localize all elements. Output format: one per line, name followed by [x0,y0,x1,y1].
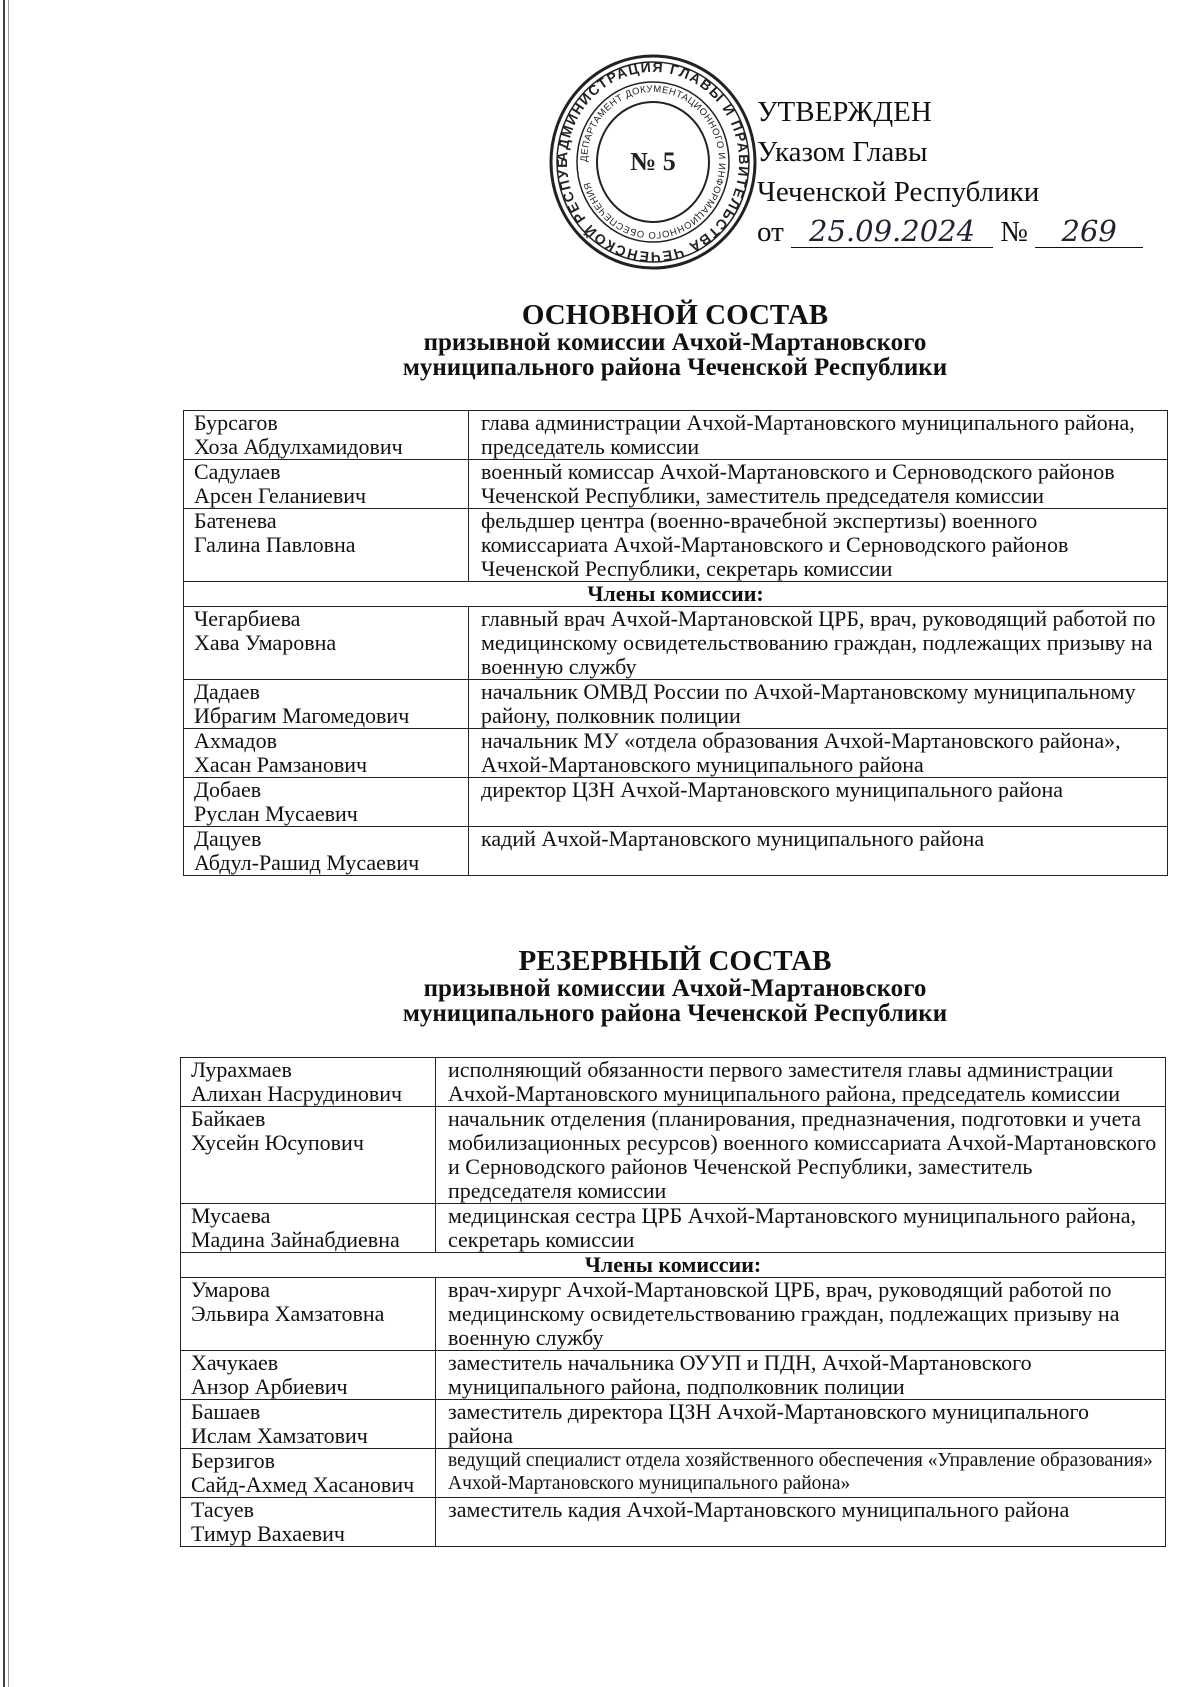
table-row [184,509,1168,582]
reserve-heading [180,946,1170,1026]
person-name-cell [181,1278,436,1351]
person-surname: Байкаев [191,1106,266,1131]
person-given-names: Хава Умаровна [194,630,337,655]
person-given-names: Хусейн Юсупович [191,1130,364,1155]
approval-block [757,92,1157,252]
person-role-cell: военный комиссар Ачхой-Мартановского и Серноводского районов Чеченской Республики, заместитель председателя комиссии [469,460,1168,509]
person-surname: Башаев [191,1399,261,1424]
person-given-names: Тимур Вахаевич [191,1521,345,1546]
table-row [184,778,1168,827]
approval-number: 269 [1035,215,1143,248]
person-role-cell: глава администрации Ачхой-Мартановского муниципального района, председатель комиссии [469,411,1168,460]
person-role-cell: кадий Ачхой-Мартановского муниципального района [469,827,1168,876]
person-name-cell [181,1351,436,1400]
members-section-row [184,582,1168,607]
members-section-row [181,1253,1166,1278]
person-given-names: Галина Павловна [194,532,356,557]
person-role-cell: врач-хирург Ачхой-Мартановской ЦРБ, врач, руководящий работой по медицинскому освидетельствованию граждан, подлежащих призыву на военную службу [436,1278,1166,1351]
reserve-subtitle-2: муниципального района Чеченской Республики [402,1000,948,1027]
table-row [181,1498,1166,1547]
person-surname: Батенева [194,508,277,533]
person-name-cell [181,1449,436,1498]
table-row [181,1351,1166,1400]
person-name-cell [184,607,469,680]
table-row [181,1449,1166,1498]
table-row [184,607,1168,680]
person-surname: Чегарбиева [194,606,301,631]
person-role-cell: медицинская сестра ЦРБ Ачхой-Мартановского муниципального района, секретарь комиссии [436,1204,1166,1253]
person-name-cell [181,1107,436,1204]
person-name-cell [184,729,469,778]
main-subtitle-1: призывной комиссии Ачхой-Мартановского [423,329,927,356]
person-surname: Ахмадов [194,728,278,753]
main-subtitle-2: муниципального района Чеченской Республики [402,354,948,381]
person-surname: Садулаев [194,459,281,484]
person-name-cell [184,778,469,827]
person-name-cell [184,509,469,582]
main-composition-table [183,410,1168,876]
person-role-cell: исполняющий обязанности первого заместителя главы администрации Ачхой-Мартановского муниципального района, председатель комиссии [436,1058,1166,1107]
seal-graphic [548,52,758,272]
person-given-names: Арсен Геланиевич [194,483,367,508]
approval-title: УТВЕРЖДЕН [757,96,932,128]
person-surname: Мусаева [191,1203,271,1228]
seal-outer-text: АДМИНИСТРАЦИЯ ГЛАВЫ И ПРАВИТЕЛЬСТВА ЧЕЧЕНСКОЙ РЕСПУБ [553,58,753,266]
person-name-cell [181,1204,436,1253]
table-row [181,1058,1166,1107]
person-role-cell: заместитель кадия Ачхой-Мартановского муниципального района [436,1498,1166,1547]
person-given-names: Эльвира Хамзатовна [191,1301,385,1326]
person-name-cell [184,411,469,460]
person-given-names: Мадина Зайнабдиевна [191,1227,400,1252]
approval-republic-line: Чеченской Республики [757,176,1040,208]
seal-inner-text: ДЕПАРТАМЕНТ ДОКУМЕНТАЦИОННОГО И ИНФОРМАЦИОННОГО ОБЕСПЕЧЕНИЯ [578,83,728,241]
person-role-cell: начальник МУ «отдела образования Ачхой-Мартановского района», Ачхой-Мартановского муниципального района [469,729,1168,778]
main-heading [180,300,1170,380]
table-row [181,1278,1166,1351]
person-surname: Лурахмаев [191,1057,292,1082]
person-given-names: Руслан Мусаевич [194,801,358,826]
person-role-cell: директор ЦЗН Ачхой-Мартановского муниципального района [469,778,1168,827]
table-row [184,680,1168,729]
person-surname: Хачукаев [191,1350,279,1375]
table-row [184,827,1168,876]
reserve-composition-table [180,1057,1166,1547]
approval-number-label: № [1000,216,1028,248]
person-name-cell [181,1400,436,1449]
person-surname: Бурсагов [194,410,278,435]
reserve-table-body [181,1058,1166,1547]
person-given-names: Алихан Насрудинович [191,1081,403,1106]
seal-number: № 5 [630,147,676,176]
person-name-cell [184,460,469,509]
person-name-cell [181,1498,436,1547]
table-row [181,1204,1166,1253]
members-section-header: Члены комиссии: [184,582,1168,607]
person-name-cell [181,1058,436,1107]
person-surname: Берзигов [191,1448,275,1473]
person-given-names: Анзор Арбиевич [191,1374,348,1399]
approval-date-line [757,212,1157,252]
person-role-cell: ведущий специалист отдела хозяйственного обеспечения «Управление образования» Ачхой-Мартановского муниципального района» [436,1449,1166,1498]
scan-edge-line-secondary [8,0,9,1687]
person-given-names: Хоза Абдулхамидович [194,434,403,459]
person-surname: Умарова [191,1277,271,1302]
reserve-title: РЕЗЕРВНЫЙ СОСТАВ [518,945,832,977]
reserve-subtitle-1: призывной комиссии Ачхой-Мартановского [423,975,927,1002]
person-given-names: Сайд-Ахмед Хасанович [191,1472,415,1497]
person-name-cell [184,827,469,876]
person-role-cell: фельдшер центра (военно-врачебной экспертизы) военного комиссариата Ачхой-Мартановского и Серноводского районов Чеченской Республики, секретарь комиссии [469,509,1168,582]
person-role-cell: заместитель директора ЦЗН Ачхой-Мартановского муниципального района [436,1400,1166,1449]
person-given-names: Ислам Хамзатович [191,1423,368,1448]
main-title: ОСНОВНОЙ СОСТАВ [521,299,829,331]
members-section-header: Члены комиссии: [181,1253,1166,1278]
person-surname: Дадаев [194,679,260,704]
person-surname: Дацуев [194,826,262,851]
table-row [184,411,1168,460]
person-role-cell: главный врач Ачхой-Мартановской ЦРБ, врач, руководящий работой по медицинскому освидетельствованию граждан, подлежащих призыву на военную службу [469,607,1168,680]
scan-edge-line [3,0,5,1687]
table-row [184,460,1168,509]
official-seal [548,52,758,272]
person-given-names: Ибрагим Магомедович [194,703,410,728]
table-row [181,1107,1166,1204]
approval-decree-line: Указом Главы [757,136,928,168]
person-role-cell: начальник отделения (планирования, предназначения, подготовки и учета мобилизационных ресурсов) военного комиссариата Ачхой-Мартановского и Серноводского районов Чеченской Республики, заместитель председателя комиссии [436,1107,1166,1204]
table-row [181,1400,1166,1449]
approval-from-label: от [757,216,784,248]
person-name-cell [184,680,469,729]
main-table-body [184,411,1168,876]
approval-date: 25.09.2024 [791,215,993,248]
person-surname: Тасуев [191,1497,254,1522]
person-role-cell: заместитель начальника ОУУП и ПДН, Ачхой-Мартановского муниципального района, подполковник полиции [436,1351,1166,1400]
person-role-cell: начальник ОМВД России по Ачхой-Мартановскому муниципальному району, полковник полиции [469,680,1168,729]
person-surname: Добаев [194,777,262,802]
person-given-names: Абдул-Рашид Мусаевич [194,850,420,875]
table-row [184,729,1168,778]
person-given-names: Хасан Рамзанович [194,752,368,777]
